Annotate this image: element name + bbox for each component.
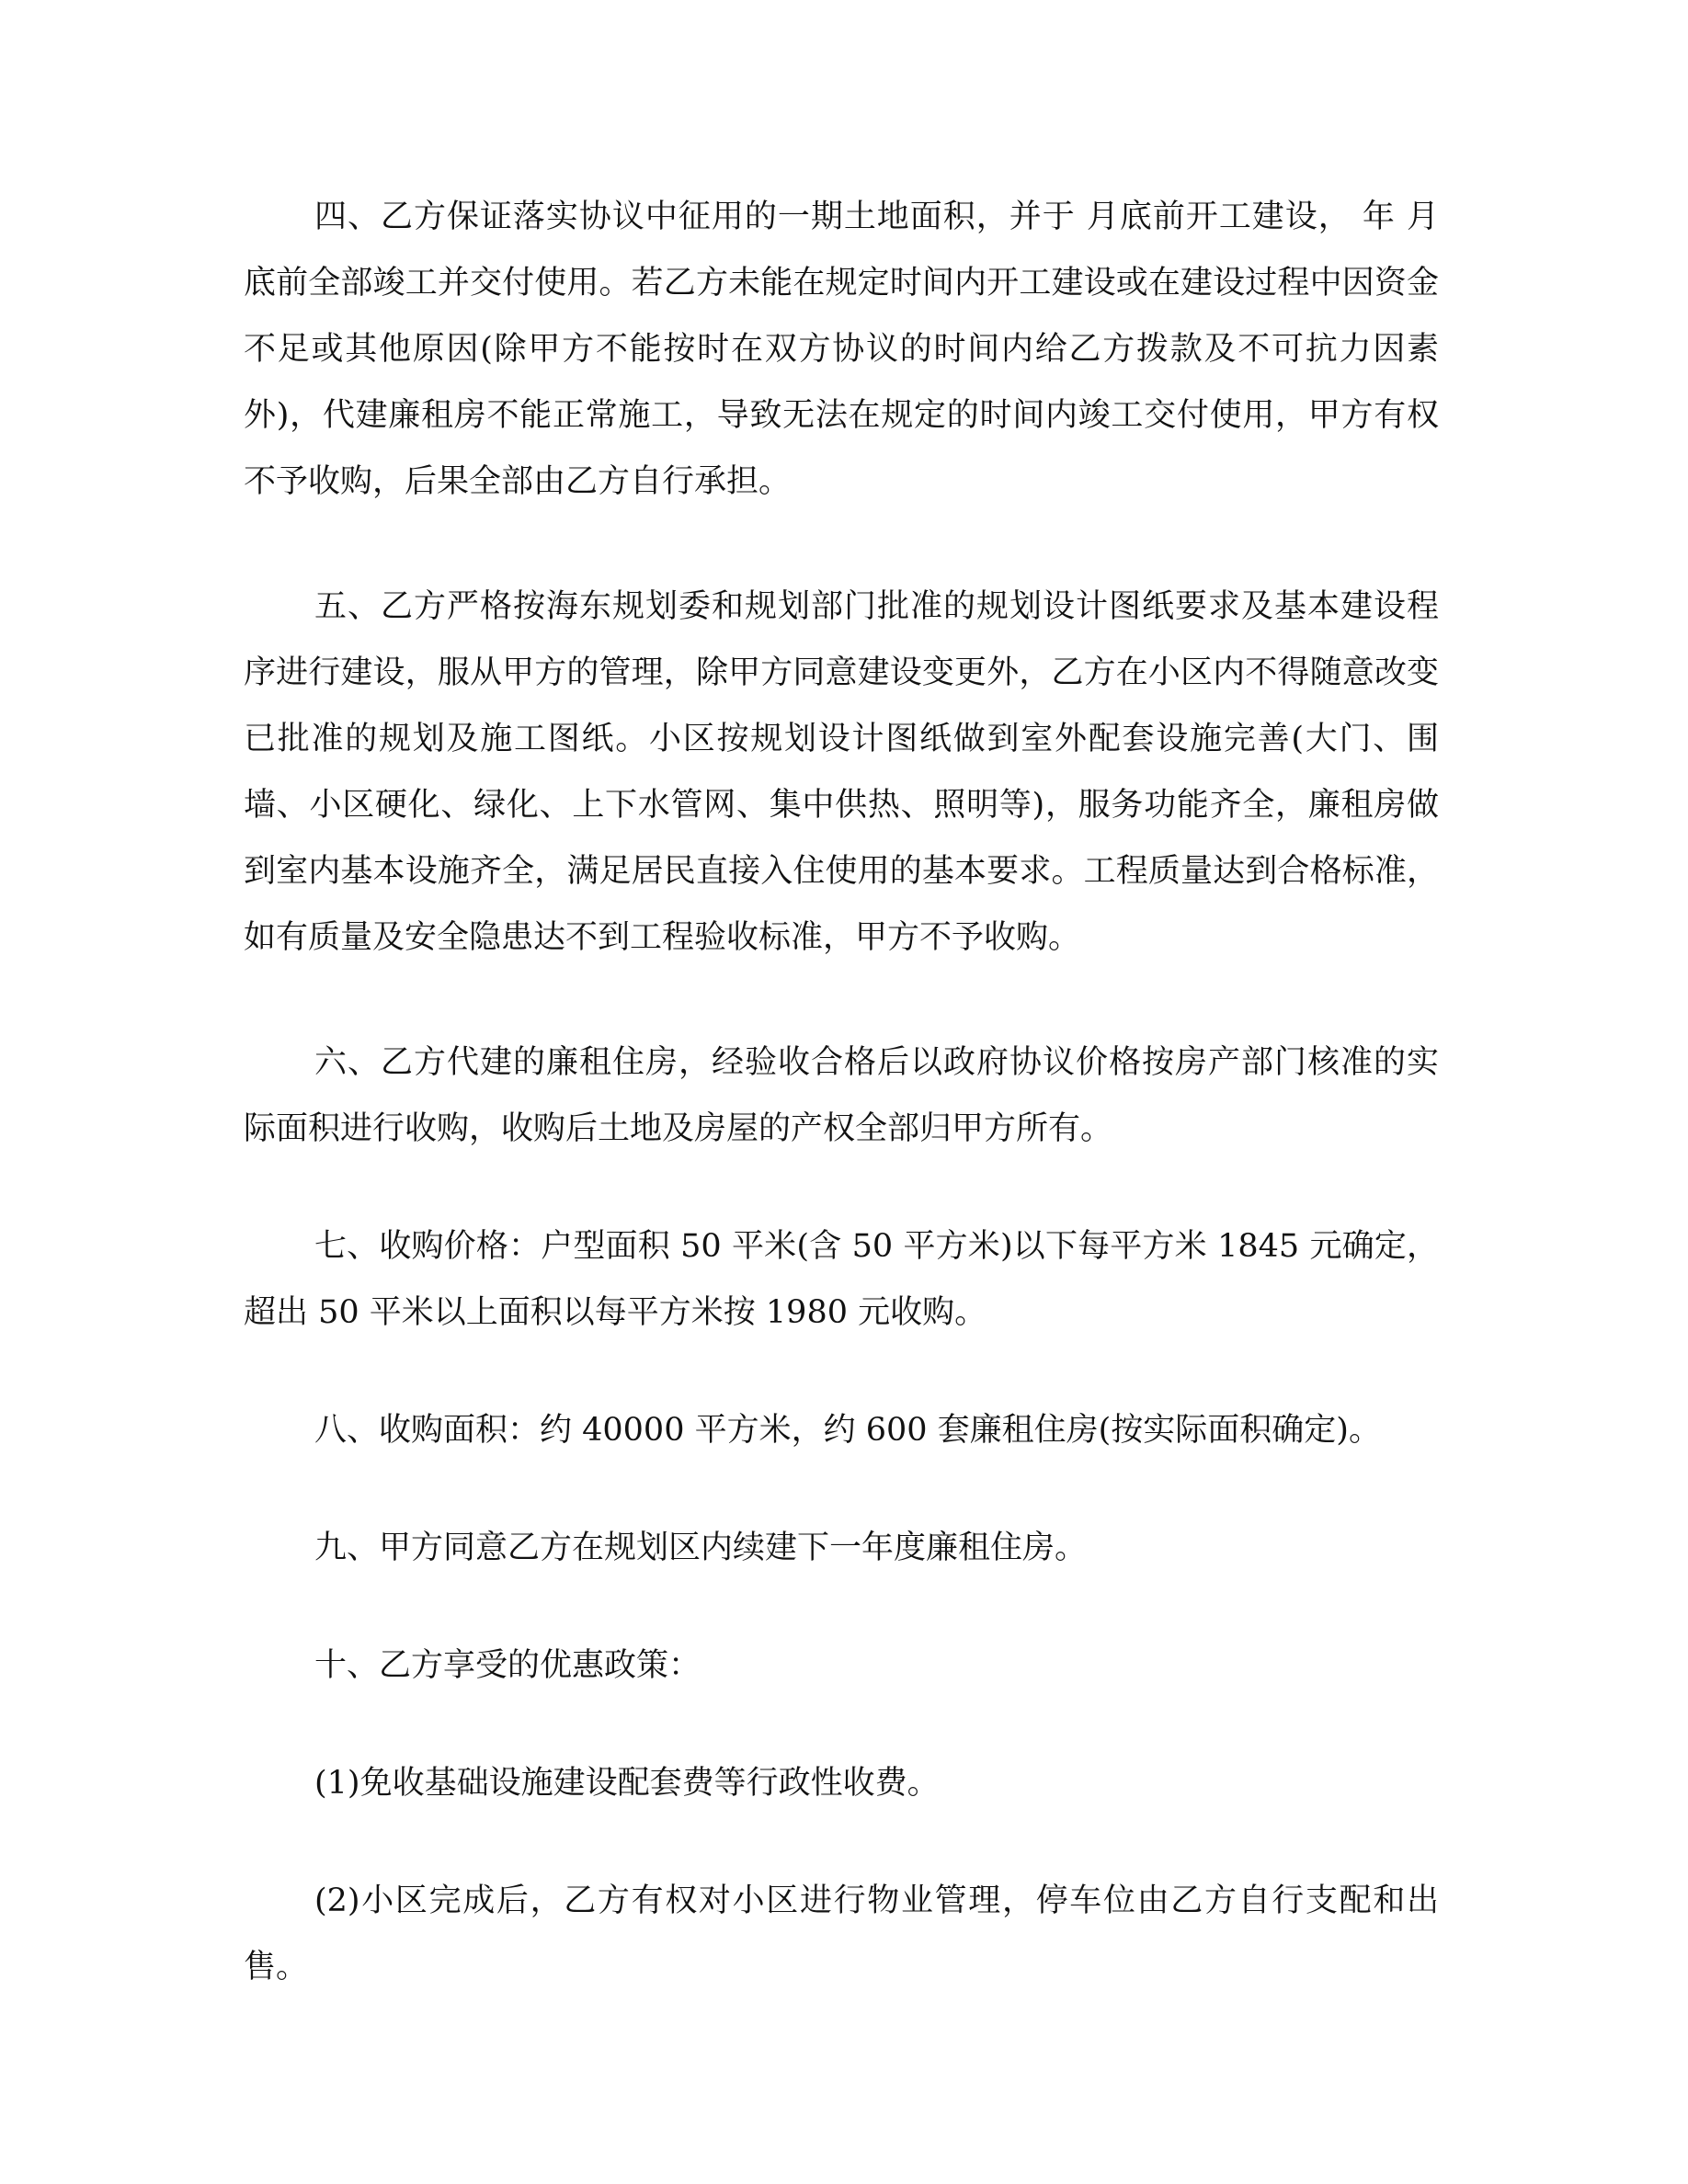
paragraph-10: 十、乙方享受的优惠政策：	[314, 1647, 701, 1684]
paragraph-7: 七、收购价格：户型面积 50 平米(含 50 平方米)以下每平方米 1845 元确定，超出 50 平米以上面积以每平方米按 1980 元收购。	[244, 1228, 1439, 1331]
document-body	[244, 184, 1439, 2000]
paragraph-10-item-1: (1)免收基础设施建设配套费等行政性收费。	[314, 1765, 940, 1802]
paragraph-10-item-2: (2)小区完成后，乙方有权对小区进行物业管理，停车位由乙方自行支配和出售。	[244, 1883, 1439, 1985]
paragraph-9: 九、甲方同意乙方在规划区内续建下一年度廉租住房。	[314, 1530, 1088, 1566]
paragraph-5: 五、乙方严格按海东规划委和规划部门批准的规划设计图纸要求及基本建设程序进行建设，服从甲方的管理，除甲方同意建设变更外，乙方在小区内不得随意改变已批准的规划及施工图纸。小区按规划设计图纸做到室外配套设施完善(大门、围墙、小区硬化、绿化、上下水管网、集中供热、照明等)，服务功能齐全，廉租房做到室内基本设施齐全，满足居民直接入住使用的基本要求。工程质量达到合格标准，如有质量及安全隐患达不到工程验收标准，甲方不予收购。	[244, 588, 1439, 956]
paragraph-6: 六、乙方代建的廉租住房，经验收合格后以政府协议价格按房产部门核准的实际面积进行收购，收购后土地及房屋的产权全部归甲方所有。	[244, 1044, 1439, 1147]
paragraph-4: 四、乙方保证落实协议中征用的一期土地面积，并于 月底前开工建设， 年 月底前全部竣工并交付使用。若乙方未能在规定时间内开工建设或在建设过程中因资金不足或其他原因(除甲方不能按时在双方协议的时间内给乙方拨款及不可抗力因素外)，代建廉租房不能正常施工，导致无法在规定的时间内竣工交付使用，甲方有权不予收购，后果全部由乙方自行承担。	[244, 199, 1439, 500]
paragraph-8: 八、收购面积：约 40000 平方米，约 600 套廉租住房(按实际面积确定)。	[314, 1412, 1381, 1449]
